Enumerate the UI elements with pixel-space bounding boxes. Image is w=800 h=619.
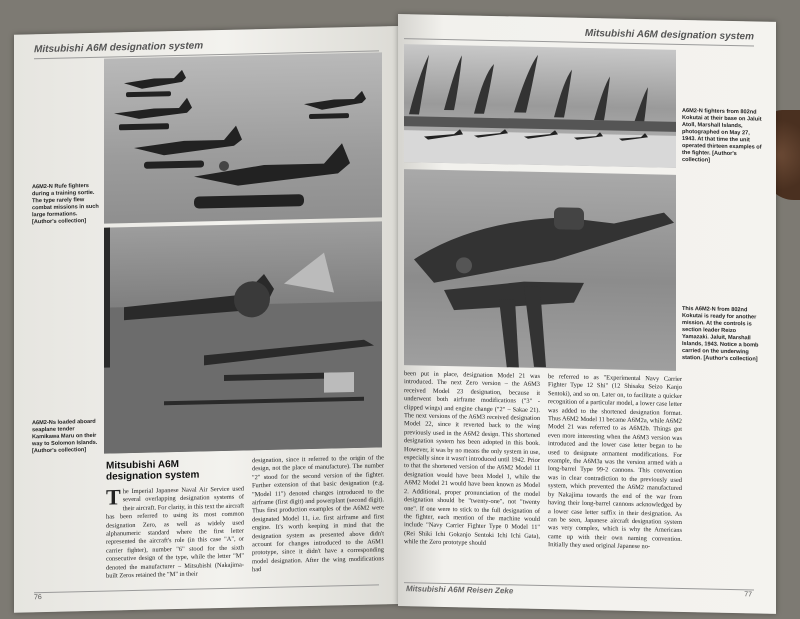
seaplane-tender-image: [104, 221, 382, 453]
section-title: Mitsubishi A6M designation system: [106, 458, 200, 483]
body-column-1: [106, 485, 244, 581]
footer-rule: [34, 584, 379, 593]
caption-2: This A6M2-N from 802nd Kokutai is ready for another mission. At the controls is section leader Reizo Yamazaki. Jaluit, Marshall Islands, 1943. Notice a bomb carried on the underwing station. [Author's collection]: [682, 305, 759, 363]
body-column-2: designation, since it referred to the origin of the design, not the place of manufacture). The number "2" stood for the second version of the fighter. Further extension of that basic designation (e.g. "Model 11") denoted changes introduced to the airframe (first digit) and powerplant (second digit). Thus first production examples of the A6M2 were designated Model 11, i.e. first airframe and first engine. It's worth keeping in mind that the designation system as presented above didn't account for changes introduced to the A6M1 prototype, since it didn't have a corresponding model designation. After the wing modifications had: [252, 454, 384, 574]
photo-rufe-formation: [104, 52, 382, 223]
body-column-2: be referred to as "Experimental Navy Carrier Fighter Type 12 Shi" (12 Shisaku Seizo Kanjo Sentoki), and so on. Later on, to facilitate a quicker recognition of a particular model, a lower case letter was added to the shortened designation format. Thus A6M2 Model 11 became A6M2a, while A6M2 Model 21 was referred to as A6M2b. Things got even more interesting when the A6M3 version was introduced and the lower case letter began to be used to designate armament modifications. For example, the A6M3a was the version armed with a long-barrel Type 99-2 cannons. This convention was in clear contradiction to the previously used system, which prevented the A6M2 manufactured by Nakajima towards the end of the war from having their long-barrel cannons acknowledged by a lower case letter suffix in their designation. As can be seen, Japanese aircraft designation system was very complex, which is why the Americans came up with their own naming convention. Initially they used original Japanese no-: [548, 373, 682, 551]
footer-title: Mitsubishi A6M Reisen Zeke: [406, 584, 514, 596]
caption-1: A6M2-N fighters from 802nd Kokutai at their base on Jaluit Atoll, Marshall Islands, photographed on May 27, 1943. At that time the unit operated thirteen examples of the fighter. [Author's collection]: [682, 107, 762, 164]
photo-seaplane-tender: [104, 221, 382, 453]
photo-yamazaki-floatplane: [404, 169, 676, 371]
running-head: Mitsubishi A6M designation system: [34, 40, 204, 56]
palm-base-image: [404, 44, 676, 168]
running-head: Mitsubishi A6M designation system: [584, 27, 754, 43]
body-column-1-text: he Imperial Japanese Naval Air Service used several overlapping designation systems of their aircraft. For clarity, in this text the aircraft has been referred to using its most common designation Zero, as well as widely used alphanumeric standard where the first letter represented the aircraft's role (in this case "A", or carrier fighter), number "6" stood for the sixth consecutive design of the type, while the letter "M" denoted the manufacturer – Mitsubishi (Nakajima-built Zeros retained the "M" in their: [106, 485, 244, 580]
body-column-1: been put in place, designation Model 21 was introduced. The next Zero version – the A6M3 received Model 23 designation, because it underwent both airframe modifications ("3" - clipped wings) and engine change ("2" – Sakae 21). The next versions of the A6M3 received designation Model 22, since it reverted back to the wing previously used in the A6M2 design. This shortened designation system has been adopted in this book. However, it was by no means the only system in use, especially since it wasn't introduced until 1942. Prior to that the shortened version of the A6M2 Model 11 designation would have been Model 1, while the A6M2 Model 21 would have been known as Model 2. Additional, proper pronunciation of the model designation should be "twenty-one", not "twenty one". If one were to stick to the full designation of the fighter, each mention of the machine would include "Navy Carrier Fighter Type 0 Model 11" (Rei Shiki Ichi Gokanjo Sentoki Ichi Ichi Gata), while the Zero prototype should: [404, 370, 540, 547]
photo-jaluit-base: [404, 44, 676, 168]
caption-2: A6M2-Ns loaded aboard seaplane tender Kamikawa Maru on their way to Solomon Islands. [Author's collection]: [32, 418, 98, 455]
drop-cap: T: [106, 484, 121, 510]
page-number: 77: [744, 591, 752, 599]
floatplane-closeup-image: [404, 169, 676, 371]
right-page: [398, 14, 776, 614]
floatplane-formation-image: [104, 52, 382, 223]
left-page: [14, 26, 398, 613]
page-number: 76: [34, 594, 42, 602]
caption-1: A6M2-N Rufe fighters during a training sortie. The type rarely flew combat missions in such large formations. [Author's collection]: [32, 183, 99, 226]
